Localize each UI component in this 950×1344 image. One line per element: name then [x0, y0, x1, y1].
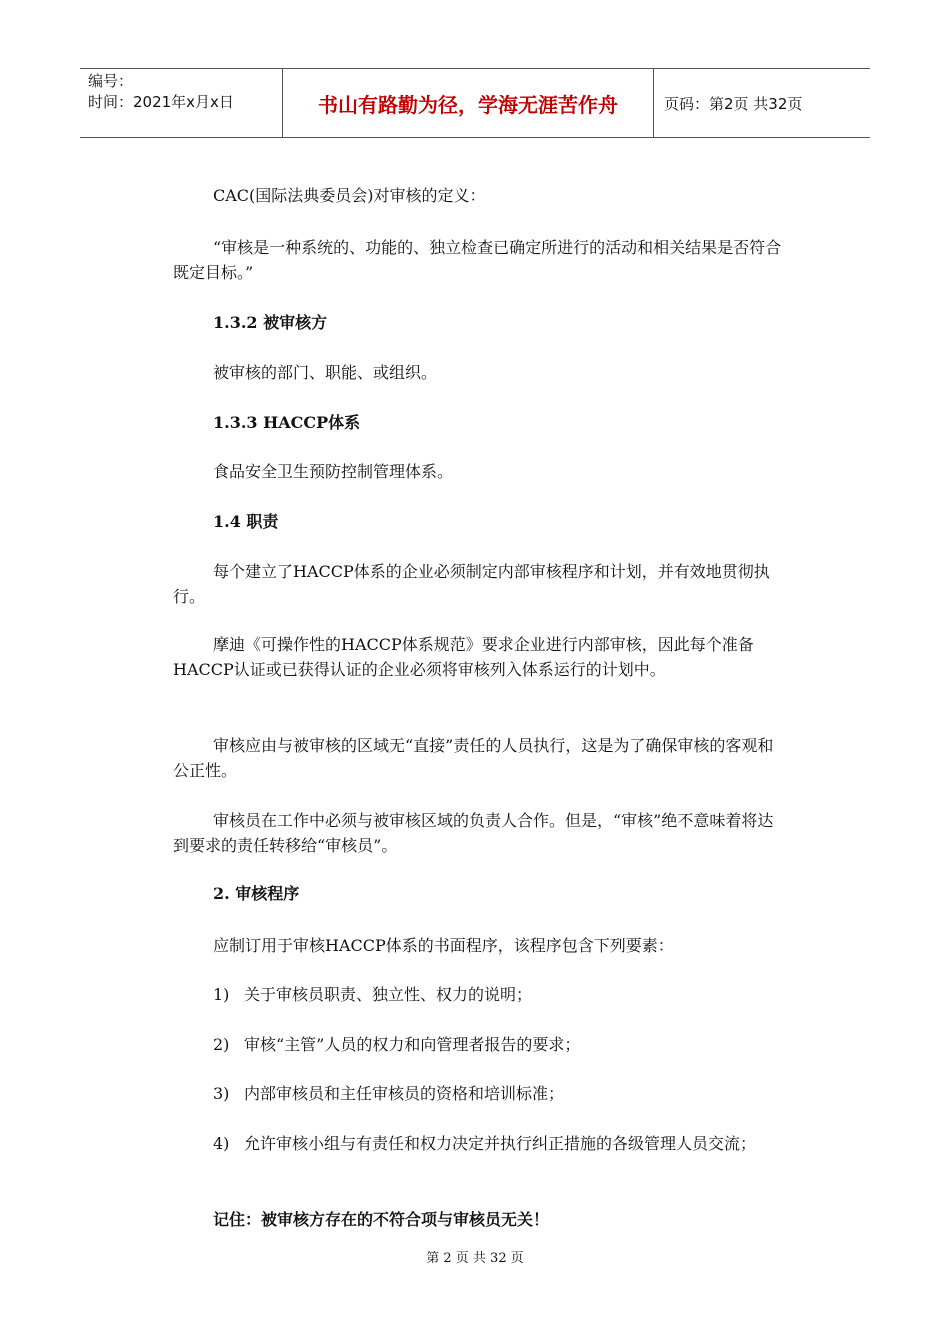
header-motto: 书山有路勤为径，学海无涯苦作舟: [282, 69, 654, 137]
list-item-text: 关于审核员职责、独立性、权力的说明；: [244, 985, 533, 1004]
auditee-definition: 被审核的部门、职能、或组织。: [213, 363, 438, 382]
number-label: 编号：: [88, 72, 134, 90]
list-item-text: 允许审核小组与有责任和权力决定并执行纠正措施的各级管理人员交流；: [244, 1134, 757, 1153]
list-item: [213, 982, 783, 1007]
paragraph-responsibility-4: 审核员在工作中必须与被审核区域的负责人合作。但是，“审核”绝不意味着将达到要求的责任转移给“审核员”。: [173, 811, 774, 855]
heading-1-3-2: 1.3.2 被审核方: [213, 313, 328, 332]
heading-2: 2. 审核程序: [213, 884, 300, 903]
list-item-number: 2): [213, 1035, 230, 1054]
list-item: [213, 1081, 783, 1106]
heading-1-3-3: 1.3.3 HACCP体系: [213, 413, 361, 432]
list-item-text: 内部审核员和主任审核员的资格和培训标准；: [244, 1084, 565, 1103]
paragraph-responsibility-3: 审核应由与被审核的区域无“直接”责任的人员执行，这是为了确保审核的客观和公正性。: [173, 736, 774, 780]
page-header: [80, 68, 870, 138]
list-item: [213, 1032, 783, 1057]
paragraph-responsibility-1: 每个建立了HACCP体系的企业必须制定内部审核程序和计划，并有效地贯彻执行。: [173, 562, 770, 606]
date-label: 时间：2021年x月x日: [88, 93, 234, 111]
definition-intro: CAC(国际法典委员会)对审核的定义：: [213, 186, 486, 205]
paragraph-responsibility-2: 摩迪《可操作性的HACCP体系规范》要求企业进行内部审核，因此每个准备HACCP认证或已获得认证的企业必须将审核列入体系运行的计划中。: [173, 635, 754, 679]
reminder-note: 记住：被审核方存在的不符合项与审核员无关！: [213, 1210, 550, 1229]
definition-quote: “审核是一种系统的、功能的、独立检查已确定所进行的活动和相关结果是否符合既定目标。”: [173, 238, 782, 282]
list-item-text: 审核“主管”人员的权力和向管理者报告的要求；: [244, 1035, 581, 1054]
header-meta: [80, 69, 282, 137]
list-item-number: 4): [213, 1134, 230, 1153]
procedure-intro: 应制订用于审核HACCP体系的书面程序，该程序包含下列要素：: [213, 936, 674, 955]
haccp-definition: 食品安全卫生预防控制管理体系。: [213, 462, 454, 481]
list-item-number: 1): [213, 985, 230, 1004]
header-page-label: 页码：第2页 共32页: [664, 94, 803, 113]
heading-1-4: 1.4 职责: [213, 512, 279, 531]
page-footer: 第 2 页 共 32 页: [426, 1251, 524, 1266]
list-item: [213, 1131, 783, 1156]
list-item-number: 3): [213, 1084, 230, 1103]
